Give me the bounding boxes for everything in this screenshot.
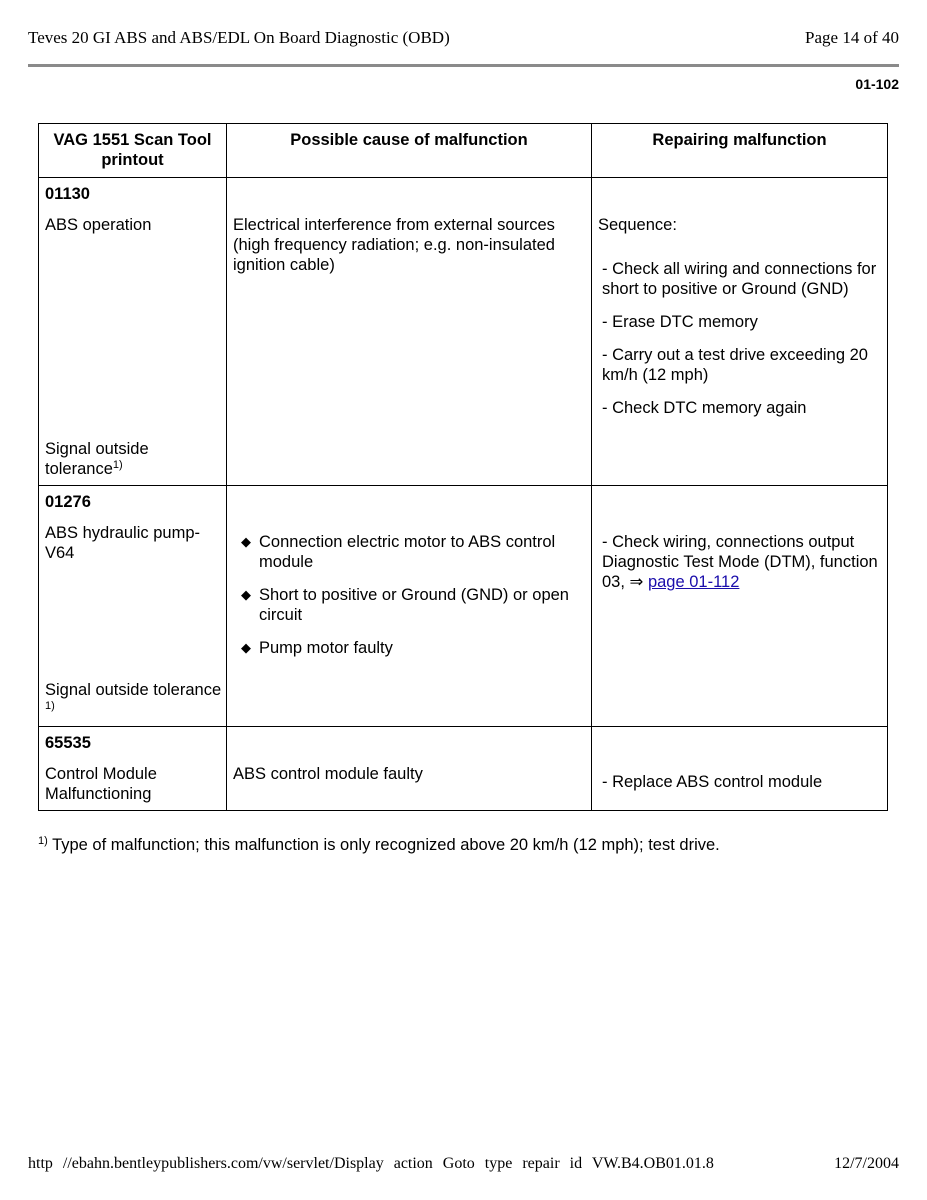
repair-text: - Replace ABS control module: [602, 773, 823, 791]
dtc-table: [38, 123, 888, 811]
repair-cell: [592, 486, 888, 727]
repair-intro: Sequence:: [598, 216, 677, 234]
dtc-name: ABS operation: [45, 216, 152, 234]
header-divider: [28, 64, 899, 67]
column-header-repair: Repairing malfunction: [592, 124, 888, 178]
footnote-ref: 1): [45, 700, 55, 712]
page-link[interactable]: page 01-112: [647, 573, 740, 591]
dtc-condition: Signal outside tolerance$^{1)}$: [45, 440, 149, 478]
cause-text: ABS control module faulty: [233, 765, 423, 783]
page-indicator: Page 14 of 40: [805, 28, 899, 47]
repair-step: - Erase DTC memory: [602, 313, 758, 331]
table-row: [39, 178, 888, 486]
repair-cell: [592, 178, 888, 486]
cause-cell: [227, 486, 592, 727]
footer-url: http //ebahn.bentleypublishers.com/vw/servlet/Display action Goto type repair id VW.B4.OB01.01.8: [28, 1155, 714, 1172]
cause-cell: [227, 178, 592, 486]
scan-tool-cell: [39, 178, 227, 486]
repair-step: - Check DTC memory again: [602, 399, 807, 417]
table-row: [39, 727, 888, 811]
section-number: 01-102: [855, 76, 899, 92]
diamond-bullet-icon: ◆: [241, 587, 251, 602]
footnote-ref: 1): [112, 459, 123, 471]
dtc-code: 01276: [45, 493, 91, 511]
diamond-bullet-icon: ◆: [241, 534, 251, 549]
column-header-cause: Possible cause of malfunction: [227, 124, 592, 178]
dtc-name: Control Module Malfunctioning: [45, 765, 157, 803]
list-item: ◆ Connection electric motor to ABS control module: [241, 533, 556, 571]
repair-text: - Check wiring, connections output Diagnostic Test Mode (DTM), function 03,: [602, 533, 878, 591]
dtc-name: ABS hydraulic pump-V64: [45, 524, 200, 562]
dtc-code: 65535: [45, 734, 91, 752]
list-item: ◆ Pump motor faulty: [241, 639, 393, 657]
table-row: [39, 486, 888, 727]
scan-tool-cell: [39, 486, 227, 727]
diamond-bullet-icon: ◆: [241, 640, 251, 655]
repair-step: - Check all wiring and connections for short to positive or Ground (GND): [602, 260, 877, 298]
footnote: [38, 836, 720, 855]
arrow-icon: ⇒: [629, 573, 644, 591]
footer-date: 12/7/2004: [834, 1155, 899, 1172]
cause-cell: [227, 727, 592, 811]
list-item: ◆ Short to positive or Ground (GND) or open circuit: [241, 586, 569, 624]
repair-cell: [592, 727, 888, 811]
dtc-condition: Signal outside tolerance $^{1)}$: [45, 681, 222, 712]
document-title: Teves 20 GI ABS and ABS/EDL On Board Diagnostic (OBD): [28, 28, 450, 47]
footnote-mark: 1): [38, 835, 48, 847]
repair-step: - Carry out a test drive exceeding 20 km/h (12 mph): [602, 346, 868, 384]
footnote-text: Type of malfunction; this malfunction is only recognized above 20 km/h (12 mph); test drive.: [52, 836, 720, 854]
cause-list: [233, 532, 585, 658]
table-header-row: [39, 124, 888, 178]
dtc-code: 01130: [45, 185, 90, 203]
column-header-scan-tool: VAG 1551 Scan Tool printout: [39, 124, 227, 178]
scan-tool-cell: [39, 727, 227, 811]
cause-text: Electrical interference from external sources (high frequency radiation; e.g. non-insulated ignition cable): [233, 216, 555, 274]
